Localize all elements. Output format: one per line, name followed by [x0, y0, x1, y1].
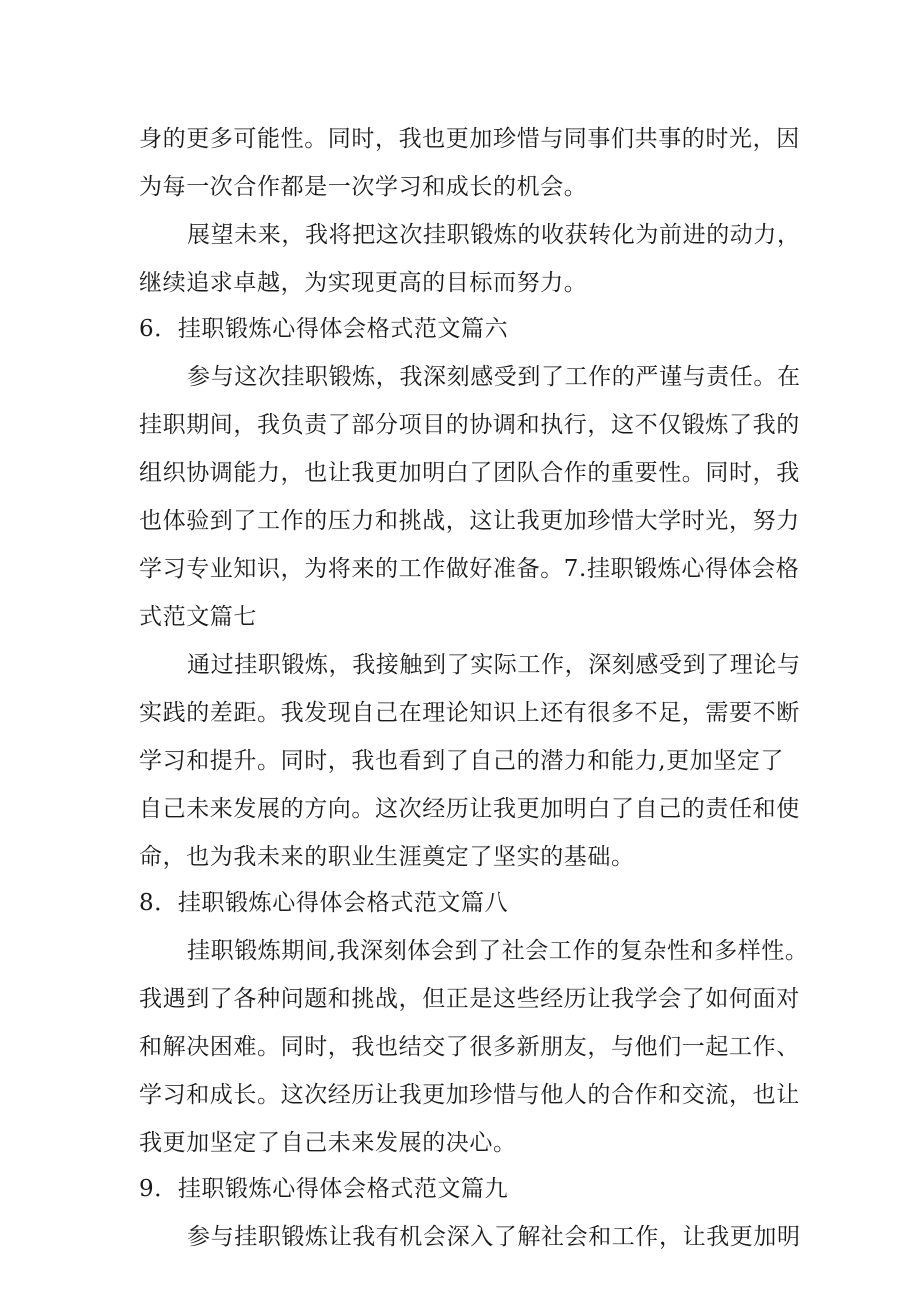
paragraph-start-line: 展望未来，我将把这次挂职锻炼的收获转化为前进的动力，: [187, 222, 801, 248]
text-line: 和解决困难。同时，我也结交了很多新朋友，与他们一起工作、: [139, 1034, 800, 1060]
text-line: 身的更多可能性。同时，我也更加珍惜与同事们共事的时光，因: [139, 126, 800, 152]
text-line: 挂职期间，我负责了部分项目的协调和执行，这不仅锻炼了我的: [139, 412, 800, 438]
text-line: 自己未来发展的方向。这次经历让我更加明白了自己的责任和使: [139, 796, 800, 822]
paragraph-start-line: 参与这次挂职锻炼，我深刻感受到了工作的严谨与责任。在: [187, 364, 801, 390]
text-line: 我更加坚定了自己未来发展的决心。: [139, 1130, 517, 1156]
section-heading: 6．挂职锻炼心得体会格式范文篇六: [139, 316, 509, 342]
section-heading: 9．挂职锻炼心得体会格式范文篇九: [139, 1176, 509, 1202]
text-line: 为每一次合作都是一次学习和成长的机会。: [139, 174, 588, 200]
paragraph-start-line: 挂职锻炼期间,我深刻体会到了社会工作的复杂性和多样性。: [187, 938, 809, 964]
text-line: 命，也为我未来的职业生涯奠定了坚实的基础。: [139, 844, 635, 870]
section-heading: 8．挂职锻炼心得体会格式范文篇八: [139, 890, 509, 916]
text-line: 实践的差距。我发现自己在理论知识上还有很多不足，需要不断: [139, 700, 800, 726]
text-line: 学习和成长。这次经历让我更加珍惜与他人的合作和交流，也让: [139, 1082, 800, 1108]
paragraph-start-line: 通过挂职锻炼，我接触到了实际工作，深刻感受到了理论与: [187, 652, 801, 678]
paragraph-start-line: 参与挂职锻炼让我有机会深入了解社会和工作，让我更加明: [187, 1224, 801, 1250]
text-line: 学习和提升。同时，我也看到了自己的潜力和能力,更加坚定了: [139, 748, 785, 774]
text-line: 组织协调能力，也让我更加明白了团队合作的重要性。同时，我: [139, 460, 800, 486]
text-line: 我遇到了各种问题和挑战，但正是这些经历让我学会了如何面对: [139, 986, 800, 1012]
text-line: 继续追求卓越，为实现更高的目标而努力。: [139, 270, 588, 296]
text-line: 学习专业知识，为将来的工作做好准备。7.挂职锻炼心得体会格: [139, 556, 800, 582]
text-line: 也体验到了工作的压力和挑战，这让我更加珍惜大学时光，努力: [139, 508, 800, 534]
text-line: 式范文篇七: [139, 604, 257, 630]
